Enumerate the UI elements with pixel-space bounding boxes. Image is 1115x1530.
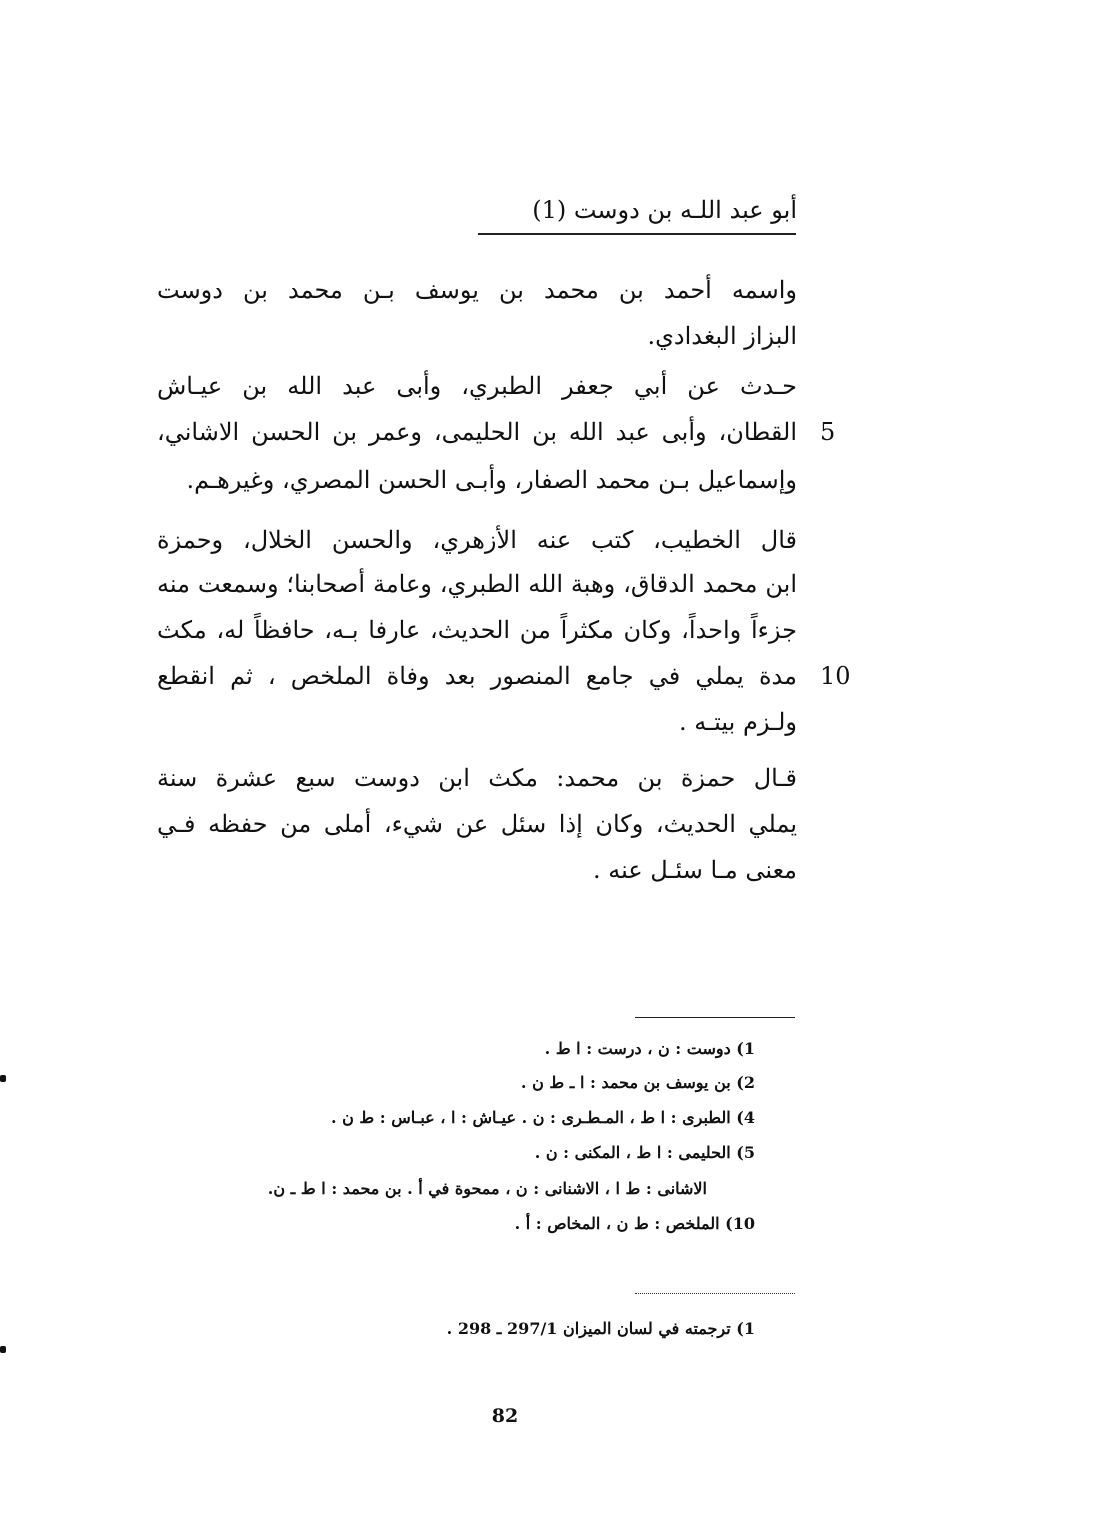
body-line: معنى مـا سئـل عنه . <box>592 856 797 884</box>
body-line: قال الخطيب، كتب عنه الأزهري، والحسن الخلال، وحمزة <box>157 526 797 554</box>
apparatus-line: 10) الملخص : ط ن ، المخاص : أ . <box>514 1214 755 1233</box>
scan-mark <box>0 1346 6 1353</box>
scan-mark <box>0 1075 6 1082</box>
apparatus-line: الاشانى : ط ا ، الاشنانى : ن ، ممحوة في أ . بن محمد : ا ط ـ ن. <box>267 1179 707 1198</box>
body-line: واسمه أحمد بن محمد بن يوسف بـن محمد بن دوست <box>157 276 797 304</box>
heading-underline <box>478 233 796 235</box>
line-number: 10 <box>820 662 851 690</box>
body-line: البزاز البغدادي. <box>647 322 797 350</box>
body-line: يملي الحديث، وكان إذا سئل عن شيء، أملى من حفظه فـي <box>157 810 797 838</box>
apparatus-line: 2) بن يوسف بن محمد : ا ـ ط ن . <box>520 1073 755 1092</box>
body-line: ولـزم بيتـه . <box>679 708 797 736</box>
apparatus-line: 4) الطبرى : ا ط ، المـطـرى : ن . عيـاش : ا ، عبـاس : ط ن . <box>330 1108 755 1127</box>
body-line: ابن محمد الدقاق، وهبة الله الطبري، وعامة أصحابنا؛ وسمعت منه <box>157 570 797 598</box>
apparatus-line: 1) دوست : ن ، درست : ا ط . <box>544 1039 755 1058</box>
body-line: القطان، وأبى عبد الله بن الحليمى، وعمر بن الحسن الاشاني، <box>157 418 797 446</box>
footnote-rule <box>635 1293 795 1294</box>
footnote-text: 1) ترجمته في لسان الميزان 297/1 ـ 298 . <box>446 1319 755 1338</box>
body-line: وإسماعيل بـن محمد الصفار، وأبـى الحسن المصري، وغيرهـم. <box>186 466 797 494</box>
body-line: قـال حمزة بن محمد: مكث ابن دوست سبع عشرة سنة <box>157 764 797 792</box>
page-number: 82 <box>491 1405 519 1427</box>
apparatus-line: 5) الحليمى : ا ط ، المكنى : ن . <box>534 1143 755 1162</box>
body-line: مدة يملي في جامع المنصور بعد وفاة الملخص ، ثم انقطع <box>157 662 797 690</box>
entry-heading: أبو عبد اللـه بن دوست (1) <box>532 196 797 224</box>
line-number: 5 <box>820 418 836 446</box>
body-line: جزءاً واحداً، وكان مكثراً من الحديث، عارفا بـه، حافظاً له، مكث <box>157 616 797 644</box>
apparatus-rule <box>635 1017 795 1018</box>
body-line: حـدث عن أبي جعفر الطبري، وأبى عبد الله بن عيـاش <box>157 372 797 400</box>
